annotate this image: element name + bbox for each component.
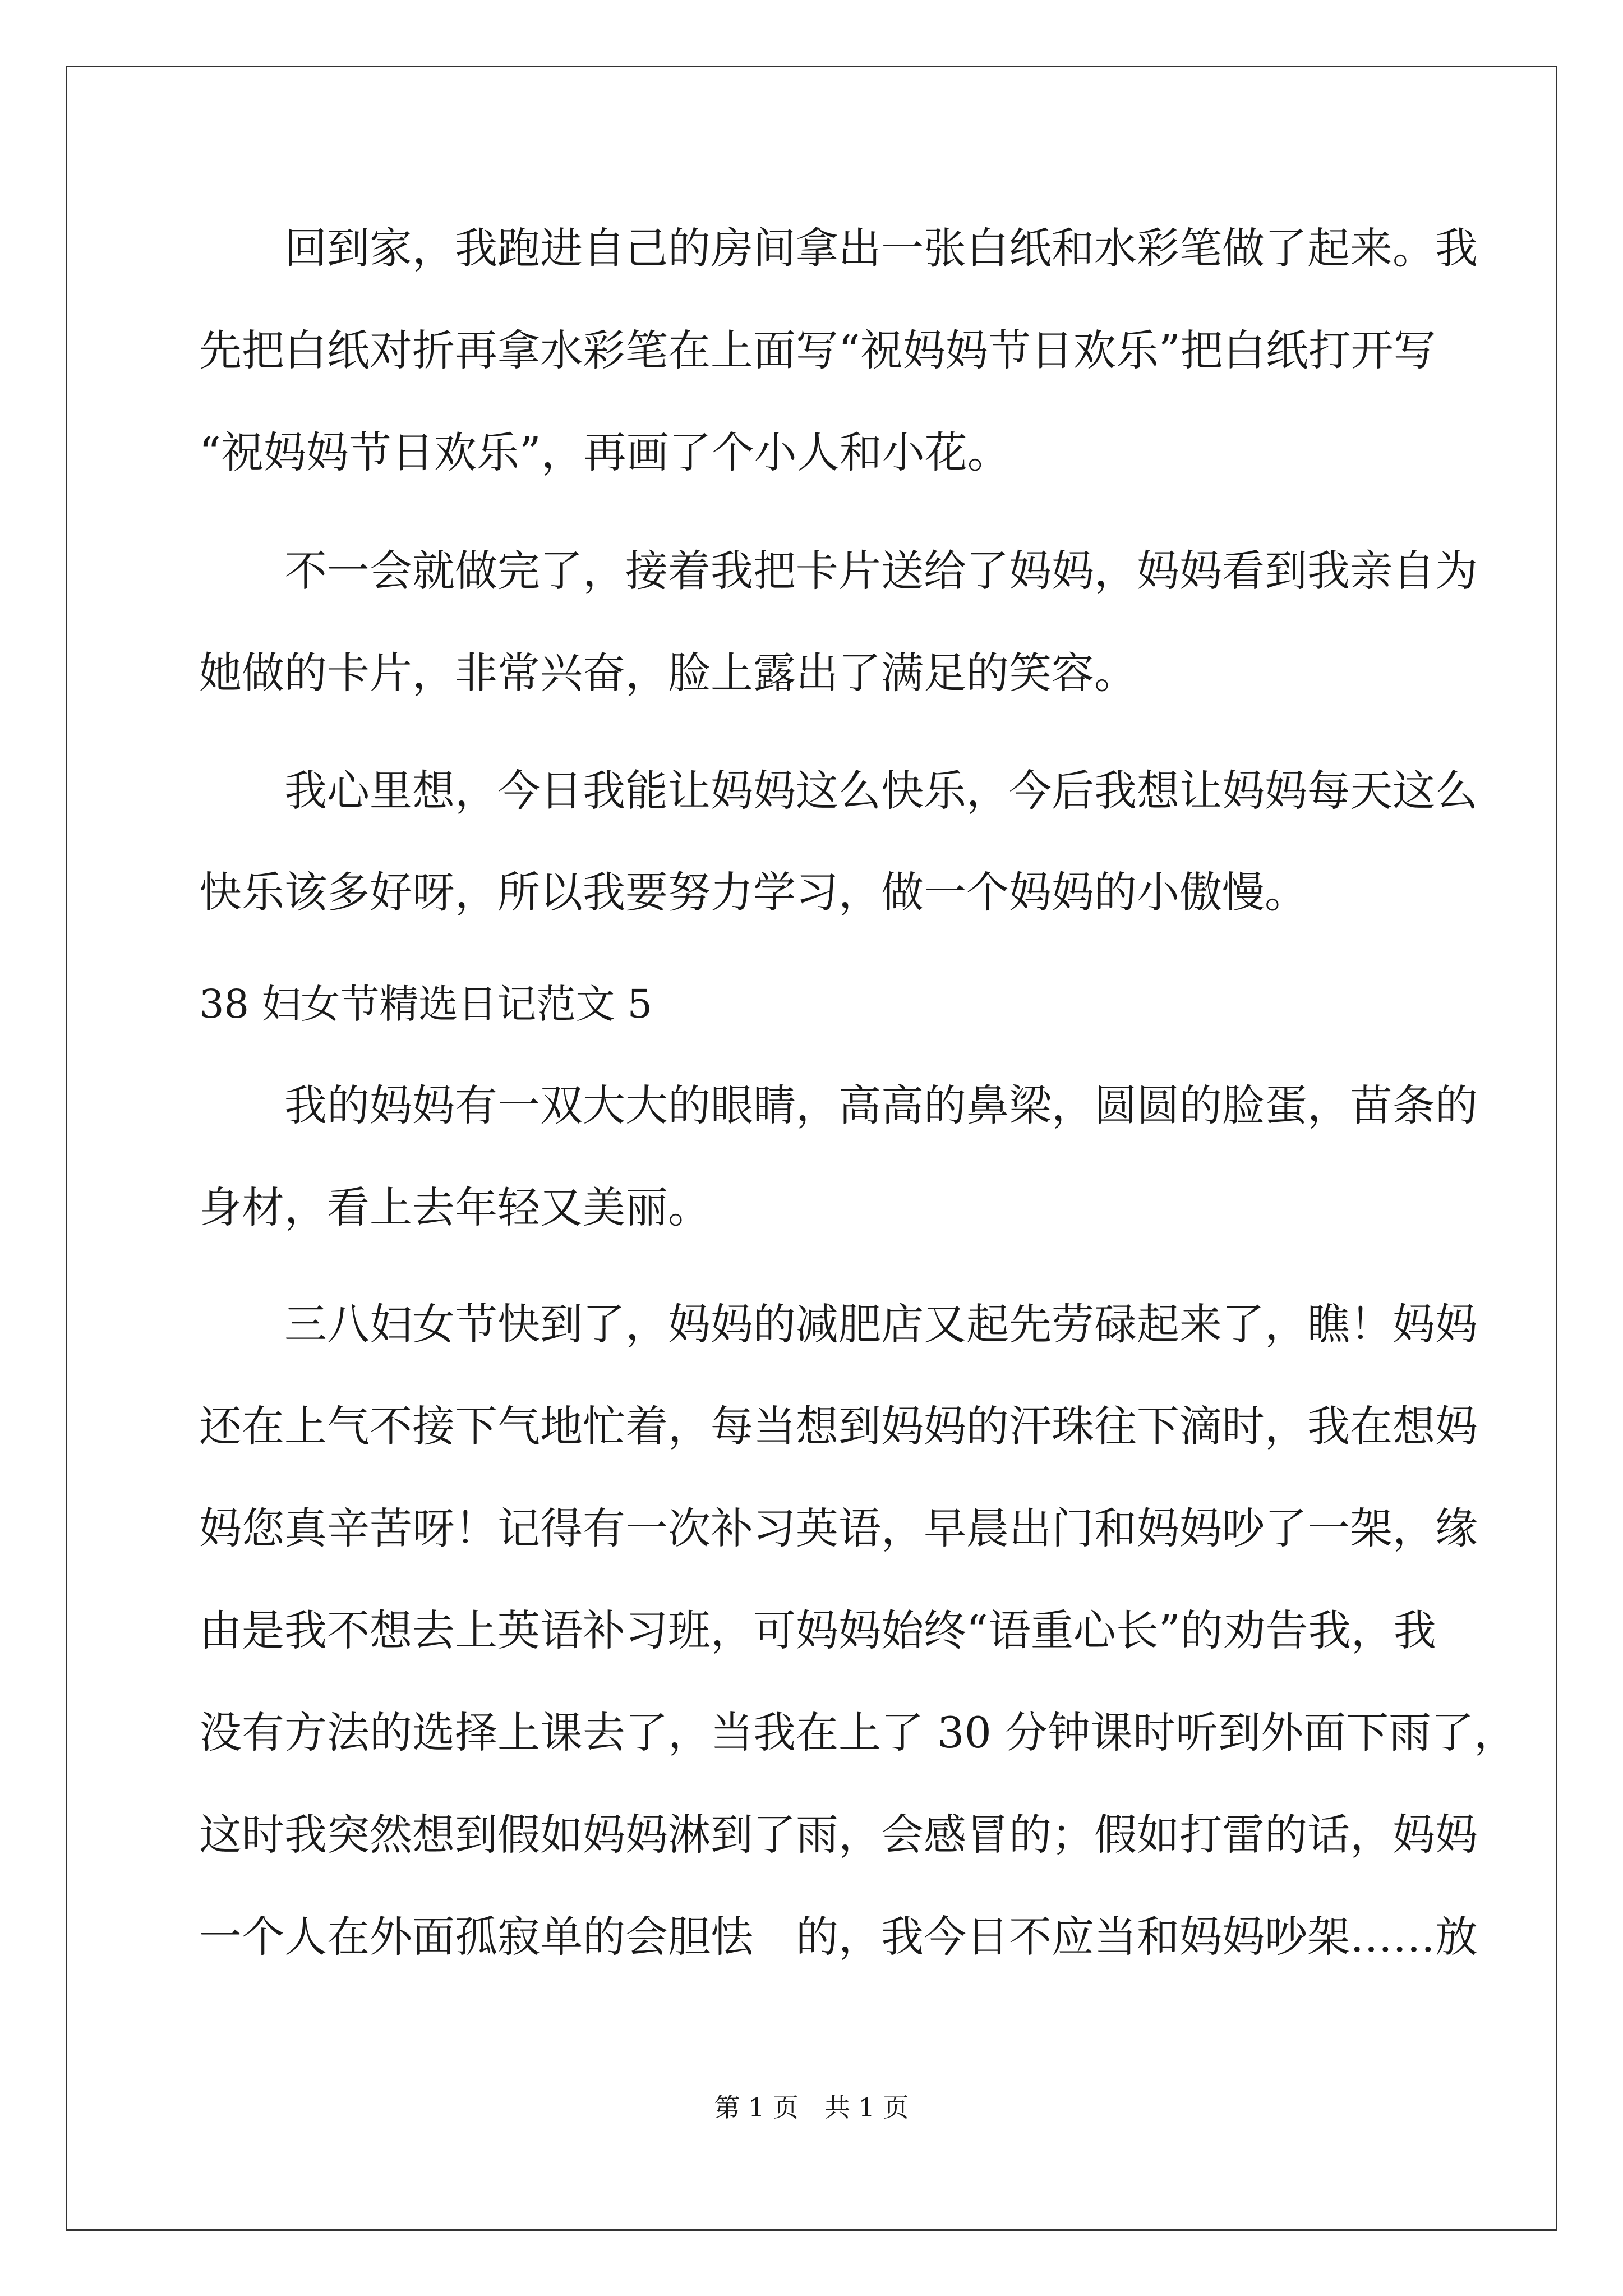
paragraph-5-line-4: 由是我不想去上英语补习班，可妈妈始终“语重心长”的劝告我，我 bbox=[199, 1605, 1436, 1655]
paragraph-3-line-2: 快乐该多好呀，所以我要努力学习，做一个妈妈的小傲慢。 bbox=[199, 867, 1307, 917]
paragraph-5-line-6: 这时我突然想到假如妈妈淋到了雨，会感冒的；假如打雷的话，妈妈 bbox=[199, 1810, 1478, 1860]
paragraph-2-line-1: 不一会就做完了，接着我把卡片送给了妈妈，妈妈看到我亲自为 bbox=[199, 546, 1478, 596]
paragraph-1-line-2: 先把白纸对折再拿水彩笔在上面写“祝妈妈节日欢乐”把白纸打开写 bbox=[199, 325, 1436, 375]
paragraph-5-line-1: 三八妇女节快到了，妈妈的减肥店又起先劳碌起来了，瞧！妈妈 bbox=[199, 1299, 1478, 1349]
paragraph-5-line-5: 没有方法的选择上课去了，当我在上了 30 分钟课时听到外面下雨了， bbox=[199, 1708, 1517, 1757]
paragraph-4-line-2: 身材，看上去年轻又美丽。 bbox=[199, 1182, 711, 1232]
page-border bbox=[66, 66, 1557, 2231]
page-footer: 第 1 页 共 1 页 bbox=[714, 2092, 909, 2123]
section-heading: 38 妇女节精选日记范文 5 bbox=[199, 981, 653, 1027]
paragraph-4-line-1: 我的妈妈有一双大大的眼睛，高高的鼻梁，圆圆的脸蛋，苗条的 bbox=[199, 1080, 1478, 1130]
paragraph-1-line-1: 回到家，我跑进自己的房间拿出一张白纸和水彩笔做了起来。我 bbox=[199, 223, 1478, 273]
paragraph-5-line-7: 一个人在外面孤寂单的会胆怯 的，我今日不应当和妈妈吵架……放 bbox=[199, 1912, 1478, 1962]
paragraph-5-line-2: 还在上气不接下气地忙着，每当想到妈妈的汗珠往下滴时，我在想妈 bbox=[199, 1401, 1478, 1451]
paragraph-2-line-2: 她做的卡片，非常兴奋，脸上露出了满足的笑容。 bbox=[199, 648, 1137, 698]
paragraph-5-line-3: 妈您真辛苦呀！记得有一次补习英语，早晨出门和妈妈吵了一架，缘 bbox=[199, 1503, 1478, 1553]
paragraph-3-line-1: 我心里想，今日我能让妈妈这么快乐，今后我想让妈妈每天这么 bbox=[199, 766, 1478, 816]
paragraph-1-line-3: “祝妈妈节日欢乐”，再画了个小人和小花。 bbox=[199, 427, 1010, 477]
